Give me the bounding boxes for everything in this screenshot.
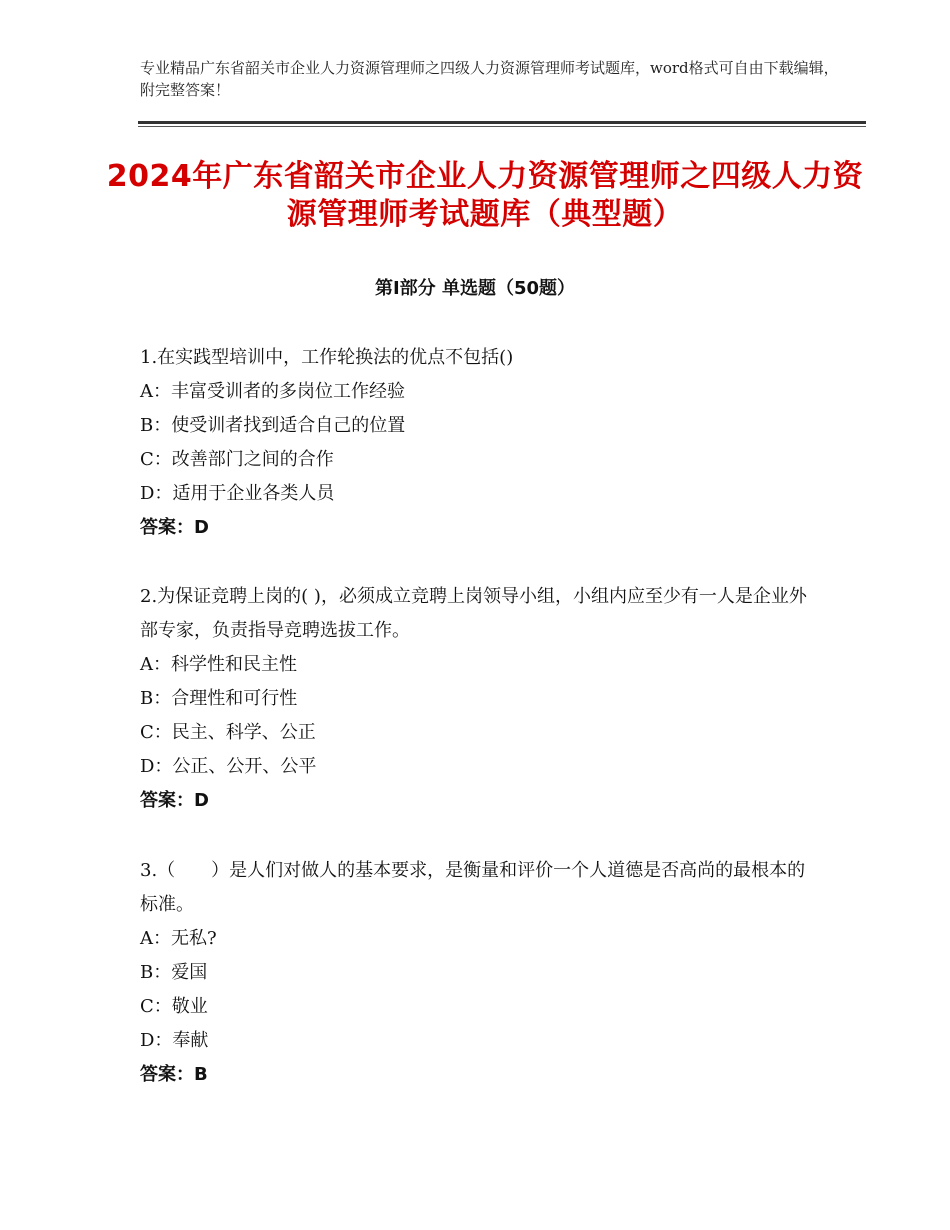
- option-b: B：使受训者找到适合自己的位置: [140, 415, 406, 436]
- option-b: B：爱国: [140, 962, 208, 983]
- option-d: D：奉献: [140, 1030, 209, 1051]
- option-d: D：公正、公开、公平: [140, 756, 317, 777]
- answer: 答案：B: [140, 1064, 208, 1085]
- option-b: B：合理性和可行性: [140, 688, 298, 709]
- question-2: [140, 580, 820, 818]
- option-d: D：适用于企业各类人员: [140, 483, 335, 504]
- question-stem: 2.为保证竞聘上岗的( )，必须成立竞聘上岗领导小组，小组内应至少有一人是企业外部专家，负责指导竞聘选拔工作。: [140, 586, 807, 641]
- answer: 答案：D: [140, 790, 209, 811]
- header-divider-thin: [138, 126, 866, 127]
- question-stem: 1.在实践型培训中，工作轮换法的优点不包括(): [140, 347, 514, 368]
- question-stem: 3.（ ）是人们对做人的基本要求，是衡量和评价一个人道德是否高尚的最根本的标准。: [140, 860, 806, 915]
- section-heading: 第Ⅰ部分 单选题（50题）: [374, 278, 575, 299]
- option-a: A：科学性和民主性: [140, 654, 297, 675]
- option-c: C：敬业: [140, 996, 208, 1017]
- question-3: [140, 854, 820, 1092]
- question-1: [140, 341, 820, 545]
- answer: 答案：D: [140, 517, 209, 538]
- option-a: A：丰富受训者的多岗位工作经验: [140, 381, 405, 402]
- document-title: 2024年广东省韶关市企业人力资源管理师之四级人力资源管理师考试题库（典型题）: [106, 159, 864, 232]
- header-note: 专业精品广东省韶关市企业人力资源管理师之四级人力资源管理师考试题库，word格式可自由下载编辑，附完整答案！: [140, 59, 839, 99]
- header-divider-thick: [138, 121, 866, 124]
- option-c: C：民主、科学、公正: [140, 722, 316, 743]
- option-c: C：改善部门之间的合作: [140, 449, 334, 470]
- option-a: A：无私?: [140, 928, 217, 949]
